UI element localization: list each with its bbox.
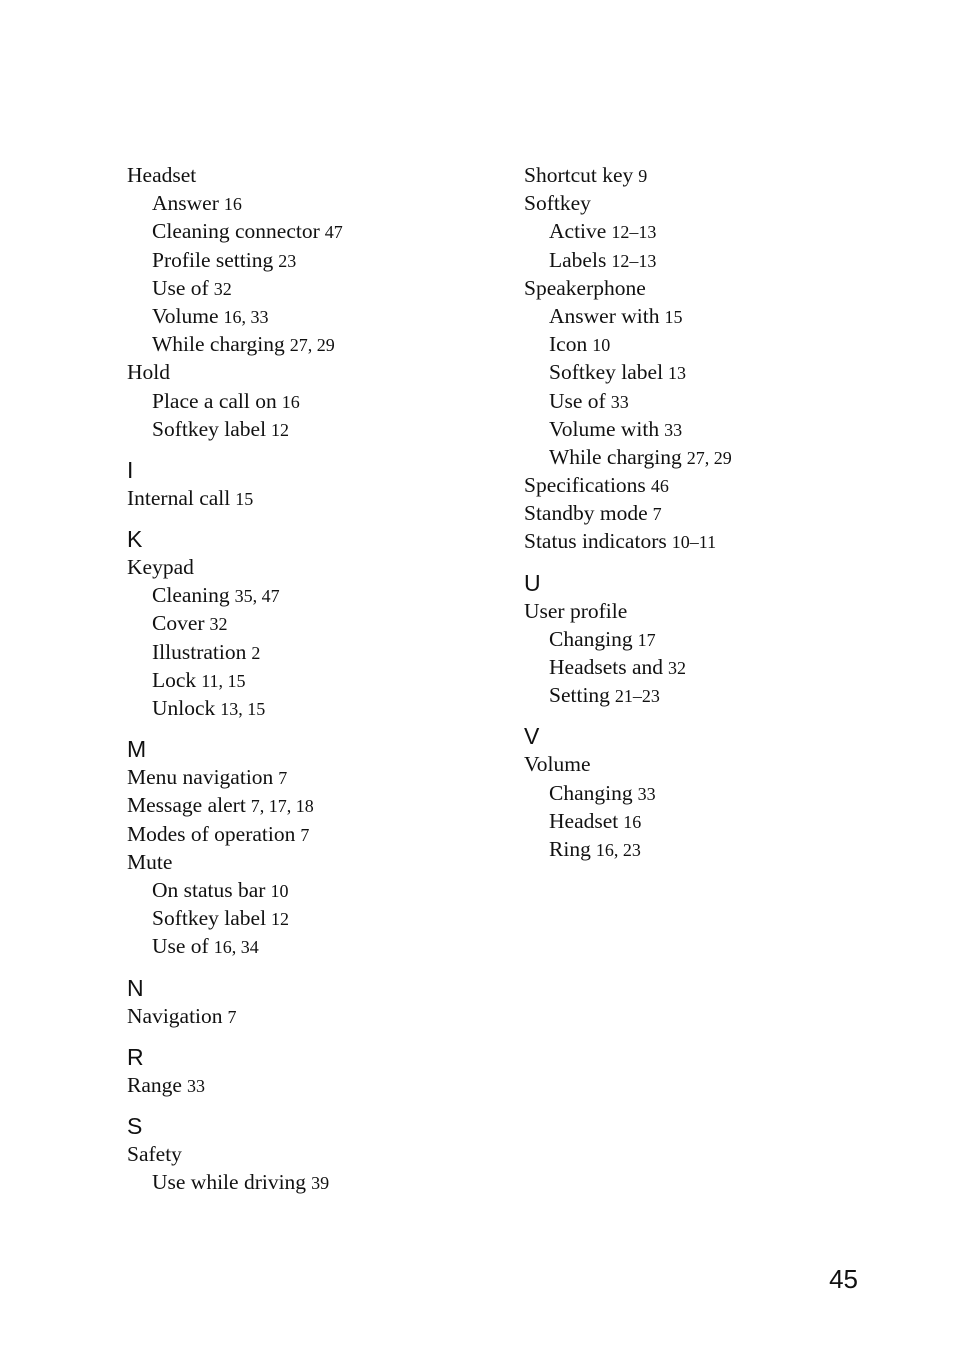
index-page-refs: 15 (235, 488, 254, 509)
index-term: Hold (127, 360, 170, 385)
index-page-refs: 16 (223, 194, 242, 215)
index-subentry (524, 807, 904, 835)
index-page-refs: 39 (311, 1173, 330, 1194)
index-subentry (127, 415, 507, 443)
index-term: Profile setting (152, 247, 274, 272)
index-subentry (524, 779, 904, 807)
index-page-refs: 2 (251, 642, 261, 663)
index-entry (127, 791, 507, 819)
index-subentry (524, 681, 904, 709)
index-entry (524, 471, 904, 499)
index-page-refs: 7 (300, 824, 310, 845)
index-page-refs: 35, 47 (234, 586, 280, 607)
index-page-refs: 16 (281, 391, 300, 412)
index-entry (127, 1071, 507, 1099)
index-term: Softkey label (152, 416, 267, 441)
index-page-refs: 7, 17, 18 (250, 796, 314, 817)
index-subentry (524, 302, 904, 330)
index-page-refs: 32 (209, 614, 228, 635)
index-term: User profile (524, 598, 628, 623)
index-subentry (524, 217, 904, 245)
index-subentry (127, 330, 507, 358)
index-term: Safety (127, 1141, 182, 1166)
index-page-refs: 16 (623, 811, 642, 832)
index-term: Lock (152, 667, 197, 692)
index-entry (524, 189, 904, 217)
index-page-refs: 12 (271, 909, 290, 930)
index-subentry (127, 694, 507, 722)
index-letter-heading: R (127, 1043, 144, 1070)
index-page-refs: 16, 33 (223, 306, 269, 327)
index-page-refs: 13 (668, 363, 687, 384)
index-term: While charging (549, 444, 682, 469)
index-page-refs: 10 (592, 335, 611, 356)
index-page-refs: 15 (664, 306, 683, 327)
index-term: Answer with (549, 303, 660, 328)
index-page-refs: 11, 15 (201, 670, 246, 691)
index-letter-heading: U (524, 569, 541, 596)
index-subentry (127, 274, 507, 302)
index-subentry (524, 443, 904, 471)
index-term: Changing (549, 626, 633, 651)
index-page-refs: 23 (278, 250, 297, 271)
index-page-refs: 46 (650, 476, 669, 497)
index-subentry (127, 302, 507, 330)
index-letter-heading: K (127, 526, 143, 553)
index-term: Standby mode (524, 501, 648, 526)
index-term: Mute (127, 849, 173, 874)
index-term: Modes of operation (127, 821, 296, 846)
index-page-refs: 12 (271, 419, 290, 440)
index-page-refs: 27, 29 (686, 447, 732, 468)
index-entry (127, 161, 507, 189)
index-subentry (127, 387, 507, 415)
index-term: Use of (152, 275, 209, 300)
index-subentry (127, 581, 507, 609)
index-column-right (524, 161, 904, 863)
index-term: Labels (549, 247, 607, 272)
index-subentry (127, 904, 507, 932)
index-page-refs: 10–11 (671, 532, 717, 553)
index-term: Range (127, 1072, 182, 1097)
index-term: Changing (549, 780, 633, 805)
index-page-refs: 16, 23 (595, 839, 641, 860)
index-page-refs: 7 (278, 768, 288, 789)
index-page-refs: 17 (637, 629, 656, 650)
index-letter-heading: N (127, 974, 144, 1001)
index-entry (127, 1140, 507, 1168)
index-subentry (127, 638, 507, 666)
index-entry (127, 484, 507, 512)
index-term: Icon (549, 332, 588, 357)
index-page-refs: 12–13 (611, 222, 657, 243)
index-page-refs: 7 (227, 1006, 237, 1027)
index-page-refs: 13, 15 (220, 699, 266, 719)
index-term: Headset (549, 808, 619, 833)
index-term: Volume (152, 303, 219, 328)
index-page-refs: 32 (213, 278, 232, 299)
index-subentry (127, 246, 507, 274)
index-entry (127, 358, 507, 386)
index-term: Speakerphone (524, 275, 646, 300)
page-number: 45 (829, 1264, 858, 1294)
index-page-refs: 12–13 (611, 250, 657, 271)
index-entry (524, 274, 904, 302)
index-term: Cleaning connector (152, 219, 320, 244)
index-term: Use while driving (152, 1170, 307, 1195)
index-term: Place a call on (152, 388, 277, 413)
index-page-refs: 27, 29 (289, 335, 335, 356)
index-entry (127, 553, 507, 581)
index-entry (127, 1002, 507, 1030)
index-entry (127, 820, 507, 848)
index-entry (524, 161, 904, 189)
index-entry (524, 597, 904, 625)
index-letter-heading: S (127, 1112, 143, 1139)
index-entry (127, 763, 507, 791)
index-page-refs: 33 (637, 783, 656, 804)
index-term: Use of (152, 934, 209, 959)
index-term: Volume (524, 752, 591, 777)
index-term: Menu navigation (127, 765, 274, 790)
index-term: Use of (549, 388, 606, 413)
index-term: Navigation (127, 1003, 223, 1028)
index-entry (524, 750, 904, 778)
index-page-refs: 7 (652, 504, 662, 525)
index-term: On status bar (152, 877, 266, 902)
index-subentry (127, 876, 507, 904)
index-letter-heading: V (524, 723, 540, 750)
index-page-refs: 33 (186, 1075, 205, 1096)
index-subentry (524, 415, 904, 443)
index-term: Illustration (152, 639, 247, 664)
index-subentry (524, 835, 904, 863)
index-term: While charging (152, 332, 285, 357)
index-term: Setting (549, 683, 610, 708)
index-term: Keypad (127, 555, 194, 580)
index-entry (524, 499, 904, 527)
index-term: Message alert (127, 793, 246, 818)
index-subentry (524, 330, 904, 358)
index-letter-heading: M (127, 736, 147, 763)
index-subentry (127, 217, 507, 245)
index-term: Internal call (127, 485, 231, 510)
index-term: Softkey label (549, 360, 664, 385)
index-page-refs: 10 (270, 880, 289, 901)
index-subentry (524, 387, 904, 415)
index-entry (127, 848, 507, 876)
index-page-refs: 33 (664, 419, 683, 440)
index-term: Cleaning (152, 583, 230, 608)
index-subentry (524, 625, 904, 653)
index-term: Cover (152, 611, 205, 636)
index-term: Answer (152, 191, 219, 216)
index-letter-heading: I (127, 456, 134, 483)
index-term: Unlock (152, 696, 216, 720)
index-page-refs: 47 (324, 222, 343, 243)
index-page-refs: 16, 34 (213, 937, 259, 958)
index-page-refs: 9 (638, 166, 648, 186)
index-term: Status indicators (524, 529, 667, 554)
index-page-refs: 21–23 (614, 686, 660, 707)
index-subentry (524, 246, 904, 274)
index-term: Softkey (524, 191, 591, 216)
index-subentry (127, 1168, 507, 1196)
index-term: Volume with (549, 416, 660, 441)
index-subentry (127, 609, 507, 637)
index-subentry (127, 189, 507, 217)
index-page-refs: 33 (610, 391, 629, 412)
index-column-left (127, 161, 507, 1196)
index-page-refs: 32 (668, 658, 687, 678)
index-term: Softkey label (152, 906, 267, 931)
index-term: Headset (127, 163, 197, 187)
index-term: Ring (549, 836, 591, 861)
index-entry (524, 527, 904, 555)
index-term: Headsets and (549, 655, 664, 679)
index-term: Active (549, 219, 607, 244)
index-subentry (127, 666, 507, 694)
index-subentry (524, 653, 904, 681)
index-term: Shortcut key (524, 163, 634, 187)
index-term: Specifications (524, 473, 646, 498)
index-subentry (127, 932, 507, 960)
index-subentry (524, 358, 904, 386)
